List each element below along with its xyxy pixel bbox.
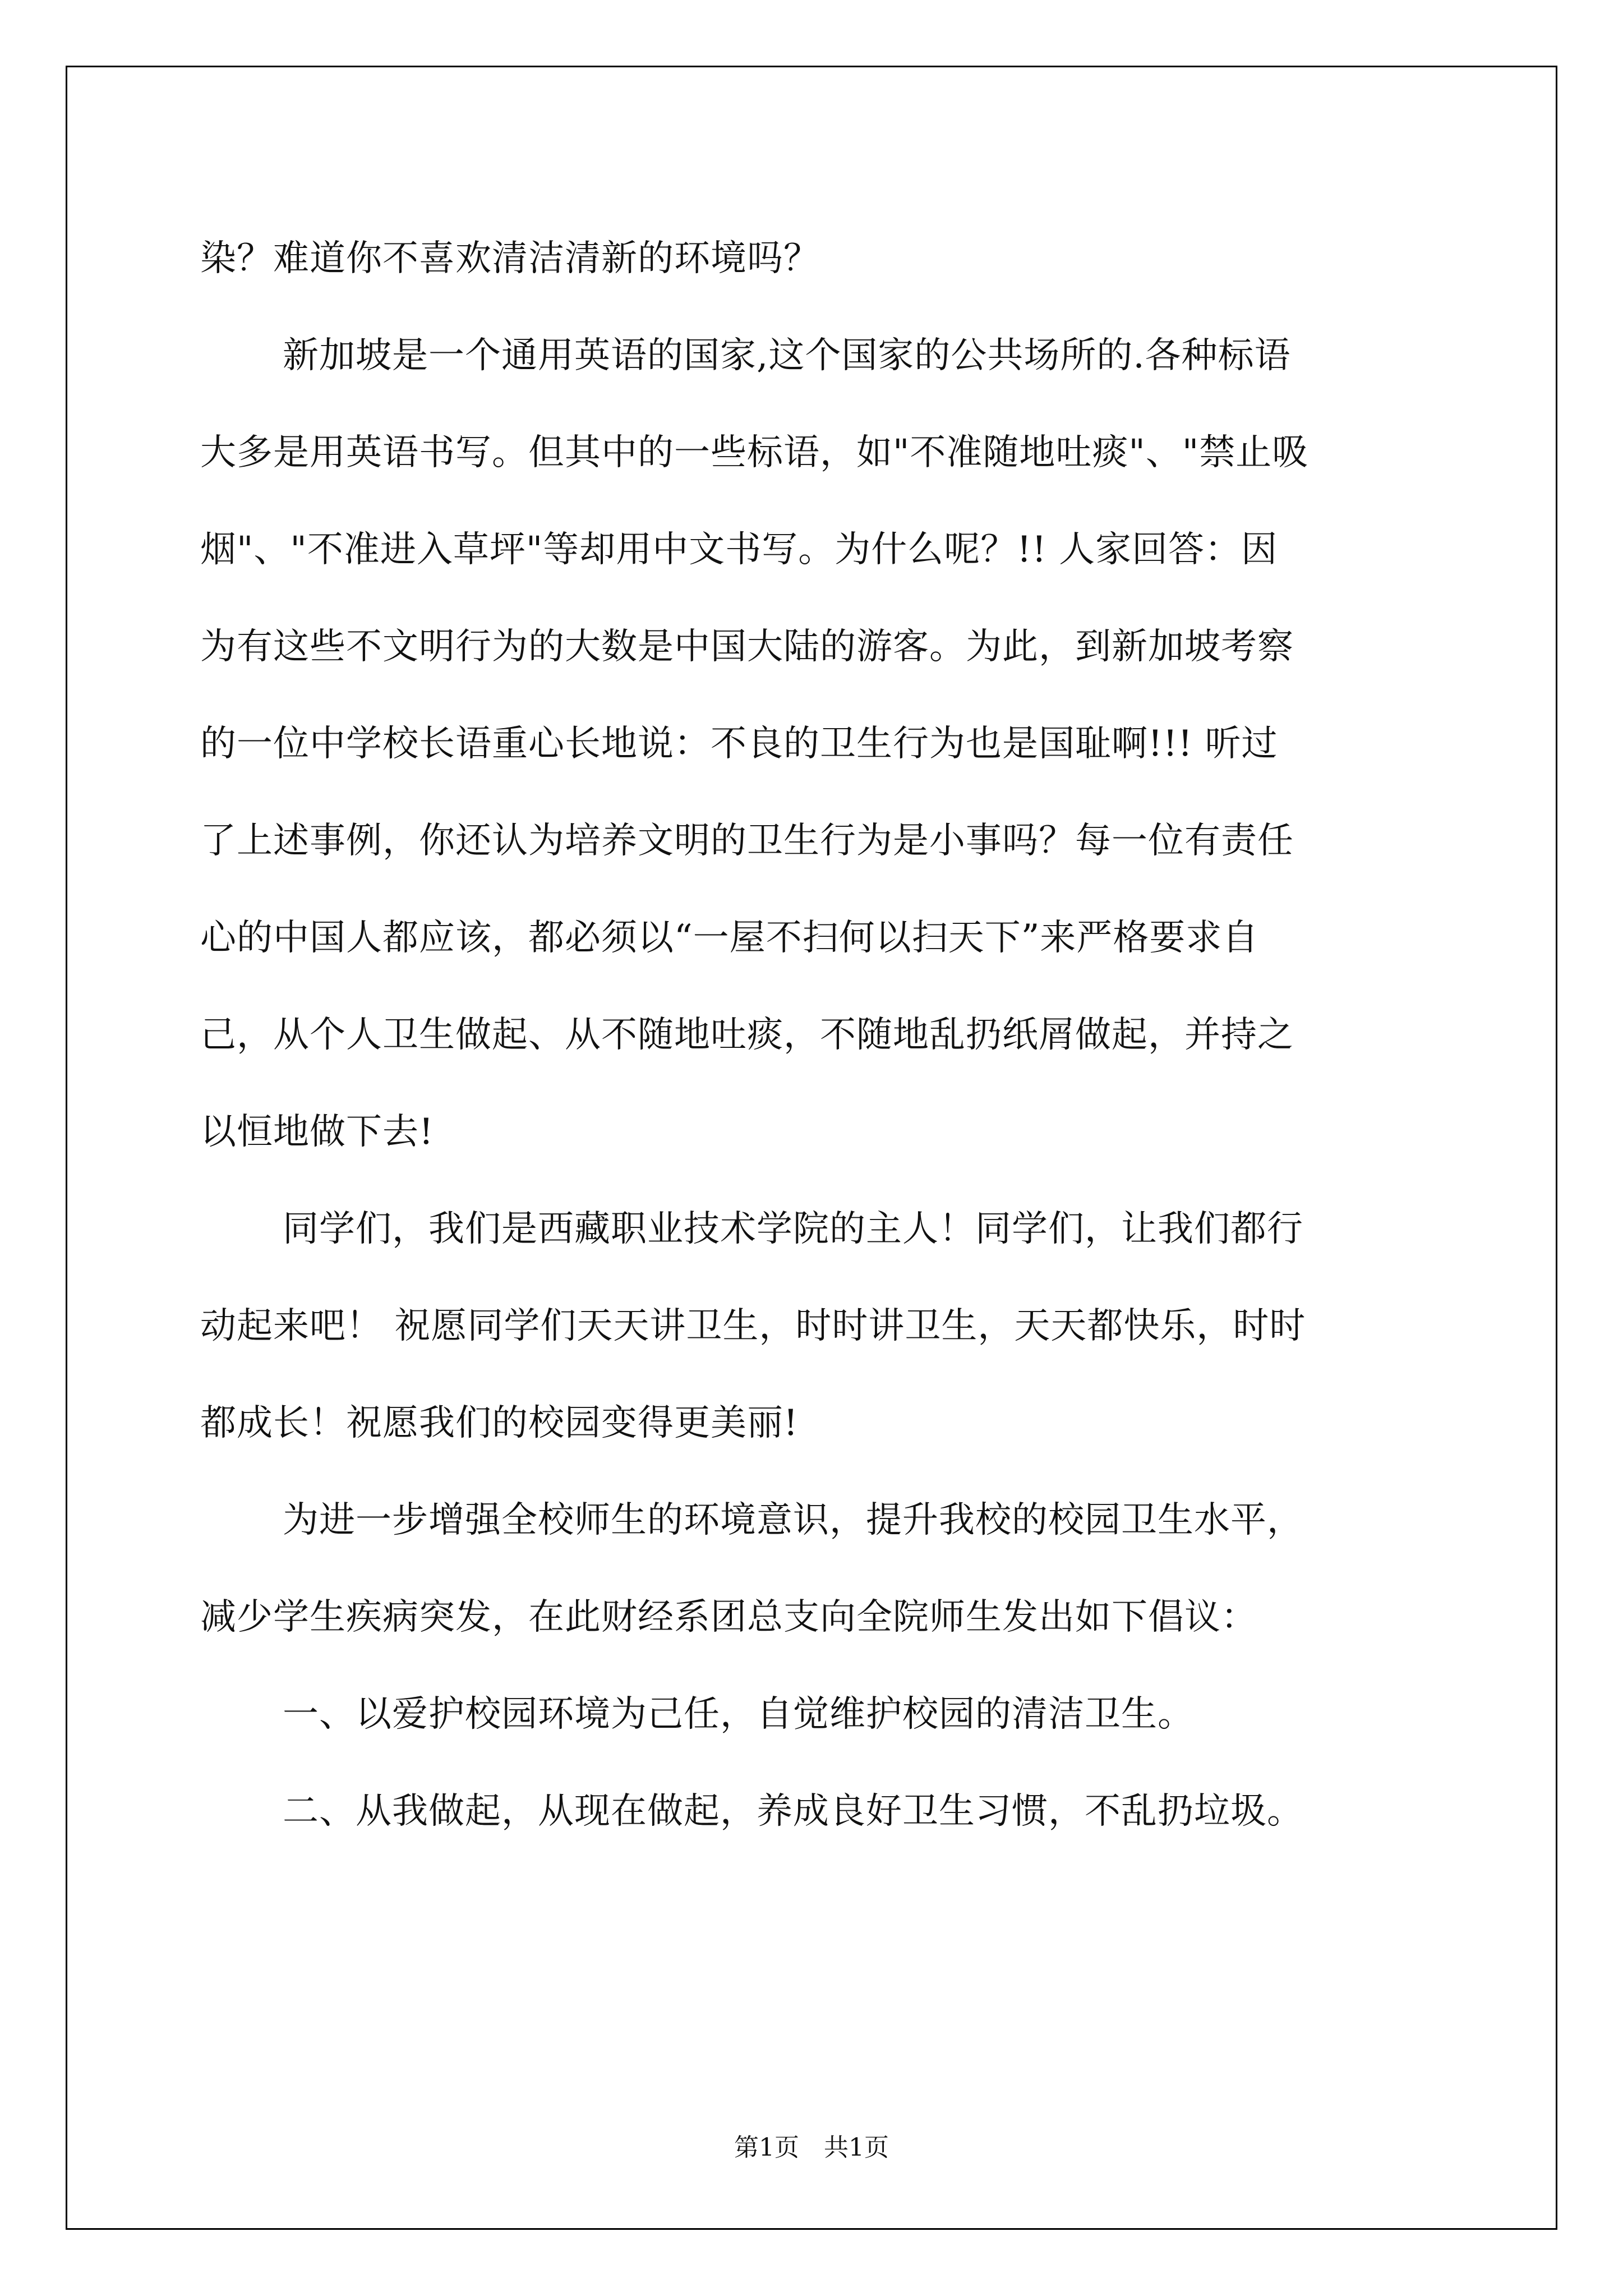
text-line-7: 了上述事例，你还认为培养文明的卫生行为是小事吗？每一位有责任 bbox=[200, 820, 1294, 862]
document-body bbox=[200, 210, 1434, 1860]
text-line-11: 同学们，我们是西藏职业技术学院的主人！同学们，让我们都行 bbox=[283, 1208, 1303, 1250]
text-line-2: 新加坡是一个通用英语的国家,这个国家的公共场所的.各种标语 bbox=[283, 335, 1291, 376]
text-line-5: 为有这些不文明行为的大数是中国大陆的游客。为此，到新加坡考察 bbox=[200, 626, 1294, 668]
text-line-8: 心的中国人都应该，都必须以“一屋不扫何以扫天下”来严格要求自 bbox=[200, 917, 1259, 959]
text-line-1: 染？难道你不喜欢清洁清新的环境吗？ bbox=[200, 238, 820, 279]
text-line-9: 己，从个人卫生做起、从不随地吐痰，不随地乱扔纸屑做起，并持之 bbox=[200, 1014, 1294, 1056]
text-line-13: 都成长！祝愿我们的校园变得更美丽! bbox=[200, 1402, 799, 1444]
page-footer: 第1页 共1页 bbox=[734, 2133, 889, 2162]
text-line-16: 一、以爱护校园环境为己任，自觉维护校园的清洁卫生。 bbox=[283, 1694, 1194, 1735]
text-line-4: 烟"、"不准进入草坪"等却用中文书写。为什么呢？!! 人家回答：因 bbox=[200, 529, 1278, 570]
text-line-14: 为进一步增强全校师生的环境意识，提升我校的校园卫生水平， bbox=[283, 1499, 1303, 1541]
text-line-10: 以恒地做下去! bbox=[200, 1111, 434, 1153]
text-line-3: 大多是用英语书写。但其中的一些标语，如"不准随地吐痰"、"禁止吸 bbox=[200, 432, 1309, 473]
text-line-12: 动起来吧！ 祝愿同学们天天讲卫生，时时讲卫生，天天都快乐，时时 bbox=[200, 1305, 1306, 1347]
text-line-17: 二、从我做起，从现在做起，养成良好卫生习惯，不乱扔垃圾。 bbox=[283, 1791, 1303, 1832]
text-line-15: 减少学生疾病突发，在此财经系团总支向全院师生发出如下倡议： bbox=[200, 1596, 1257, 1638]
text-line-6: 的一位中学校长语重心长地说：不良的卫生行为也是国耻啊!!! 听过 bbox=[200, 723, 1278, 765]
